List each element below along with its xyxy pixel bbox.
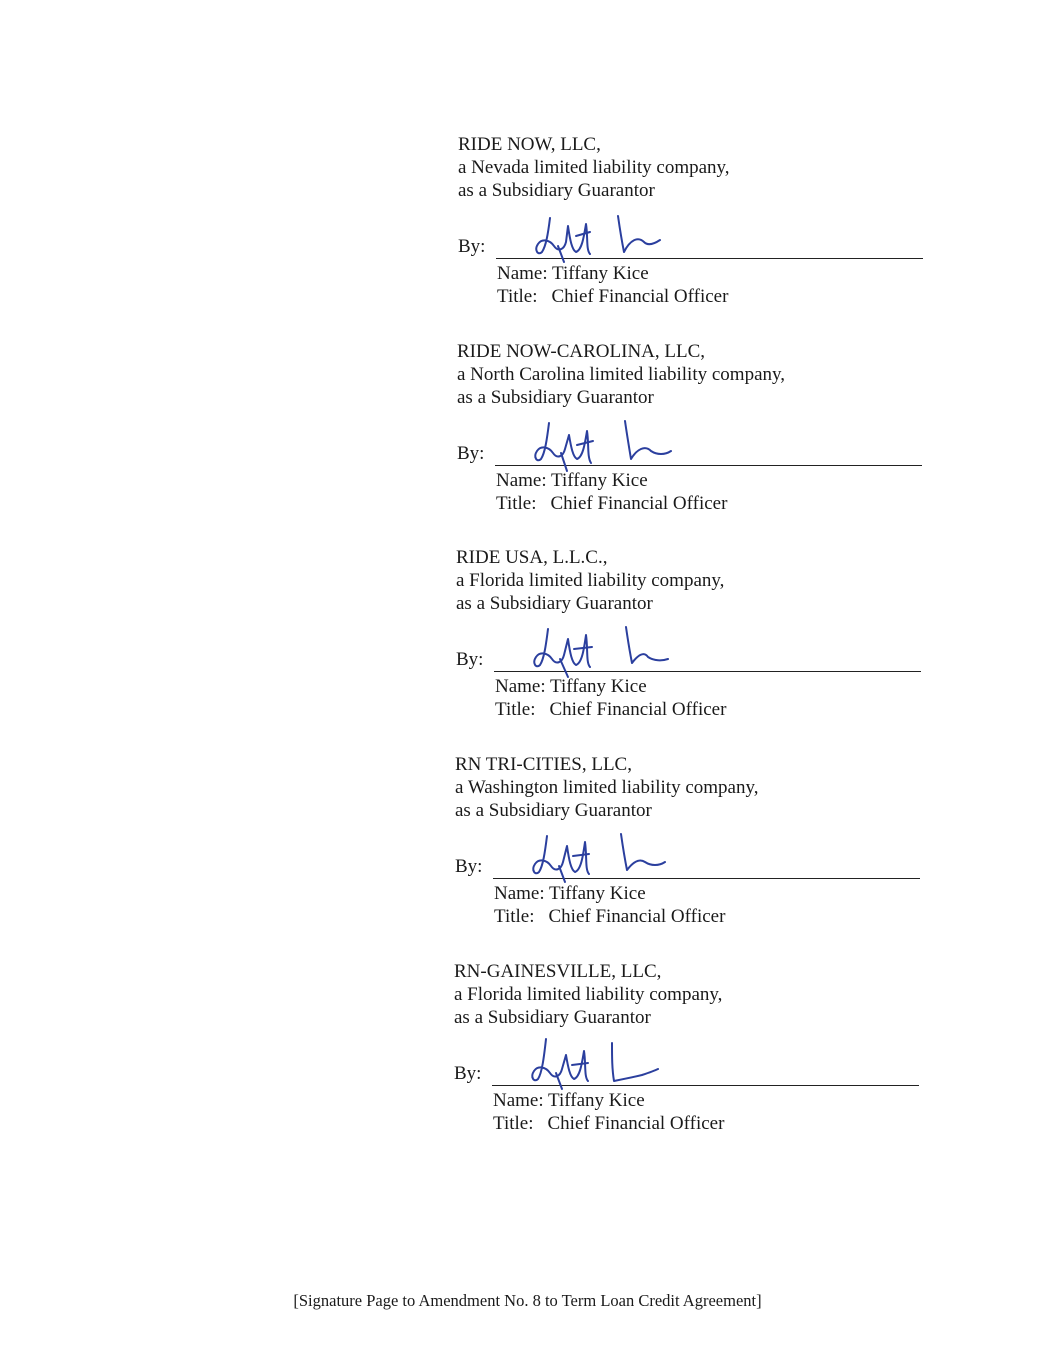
guarantor-role: as a Subsidiary Guarantor [455,800,652,821]
handwritten-signature [528,206,698,276]
company-name: RIDE USA, L.L.C., [456,547,608,568]
title-label: Title: [495,699,536,720]
by-label: By: [454,1063,482,1084]
signatory-title [455,905,935,928]
company-description: a Nevada limited liability company, [458,157,730,178]
title-value: Chief Financial Officer [547,1113,725,1134]
title-value: Chief Financial Officer [548,906,726,927]
handwritten-signature [526,619,696,689]
company-description: a Florida limited liability company, [454,984,723,1005]
signatory-name: Name: Tiffany Kice [494,883,646,904]
signatory-title [454,1112,934,1135]
company-description: a Florida limited liability company, [456,570,725,591]
signatory-name: Name: Tiffany Kice [496,470,648,491]
signature-block-ride-usa [456,546,936,721]
by-row [455,836,935,882]
signatory-title [457,492,937,515]
by-label: By: [455,856,483,877]
signature-block-ride-now-carolina [457,340,937,515]
guarantor-role: as a Subsidiary Guarantor [457,387,654,408]
by-label: By: [456,649,484,670]
title-value: Chief Financial Officer [549,699,727,720]
company-name: RIDE NOW, LLC, [458,134,601,155]
signature-block-rn-gainesville [454,960,934,1135]
company-name: RIDE NOW-CAROLINA, LLC, [457,341,706,362]
title-value: Chief Financial Officer [550,493,728,514]
guarantor-role: as a Subsidiary Guarantor [456,593,653,614]
signatory-name: Name: Tiffany Kice [495,676,647,697]
title-label: Title: [493,1113,534,1134]
title-value: Chief Financial Officer [551,286,729,307]
title-label: Title: [496,493,537,514]
signature-block-rn-tri-cities [455,753,935,928]
by-row [456,629,936,675]
by-row [457,423,937,469]
company-name: RN TRI-CITIES, LLC, [455,754,632,775]
handwritten-signature [525,826,695,896]
title-label: Title: [494,906,535,927]
page-footer: [Signature Page to Amendment No. 8 to Term Loan Credit Agreement] [293,1291,762,1310]
signatory-title [458,285,938,308]
company-description: a Washington limited liability company, [455,777,759,798]
by-label: By: [457,443,485,464]
signatory-name: Name: Tiffany Kice [497,263,649,284]
handwritten-signature [527,413,697,483]
guarantor-role: as a Subsidiary Guarantor [458,180,655,201]
company-name: RN-GAINESVILLE, LLC, [454,961,662,982]
guarantor-role: as a Subsidiary Guarantor [454,1007,651,1028]
by-row [458,216,938,262]
signatory-name: Name: Tiffany Kice [493,1090,645,1111]
signatory-title [456,698,936,721]
by-label: By: [458,236,486,257]
title-label: Title: [497,286,538,307]
signature-block-ride-now [458,133,938,308]
by-row [454,1043,934,1089]
company-description: a North Carolina limited liability company, [457,364,786,385]
handwritten-signature [524,1033,694,1103]
